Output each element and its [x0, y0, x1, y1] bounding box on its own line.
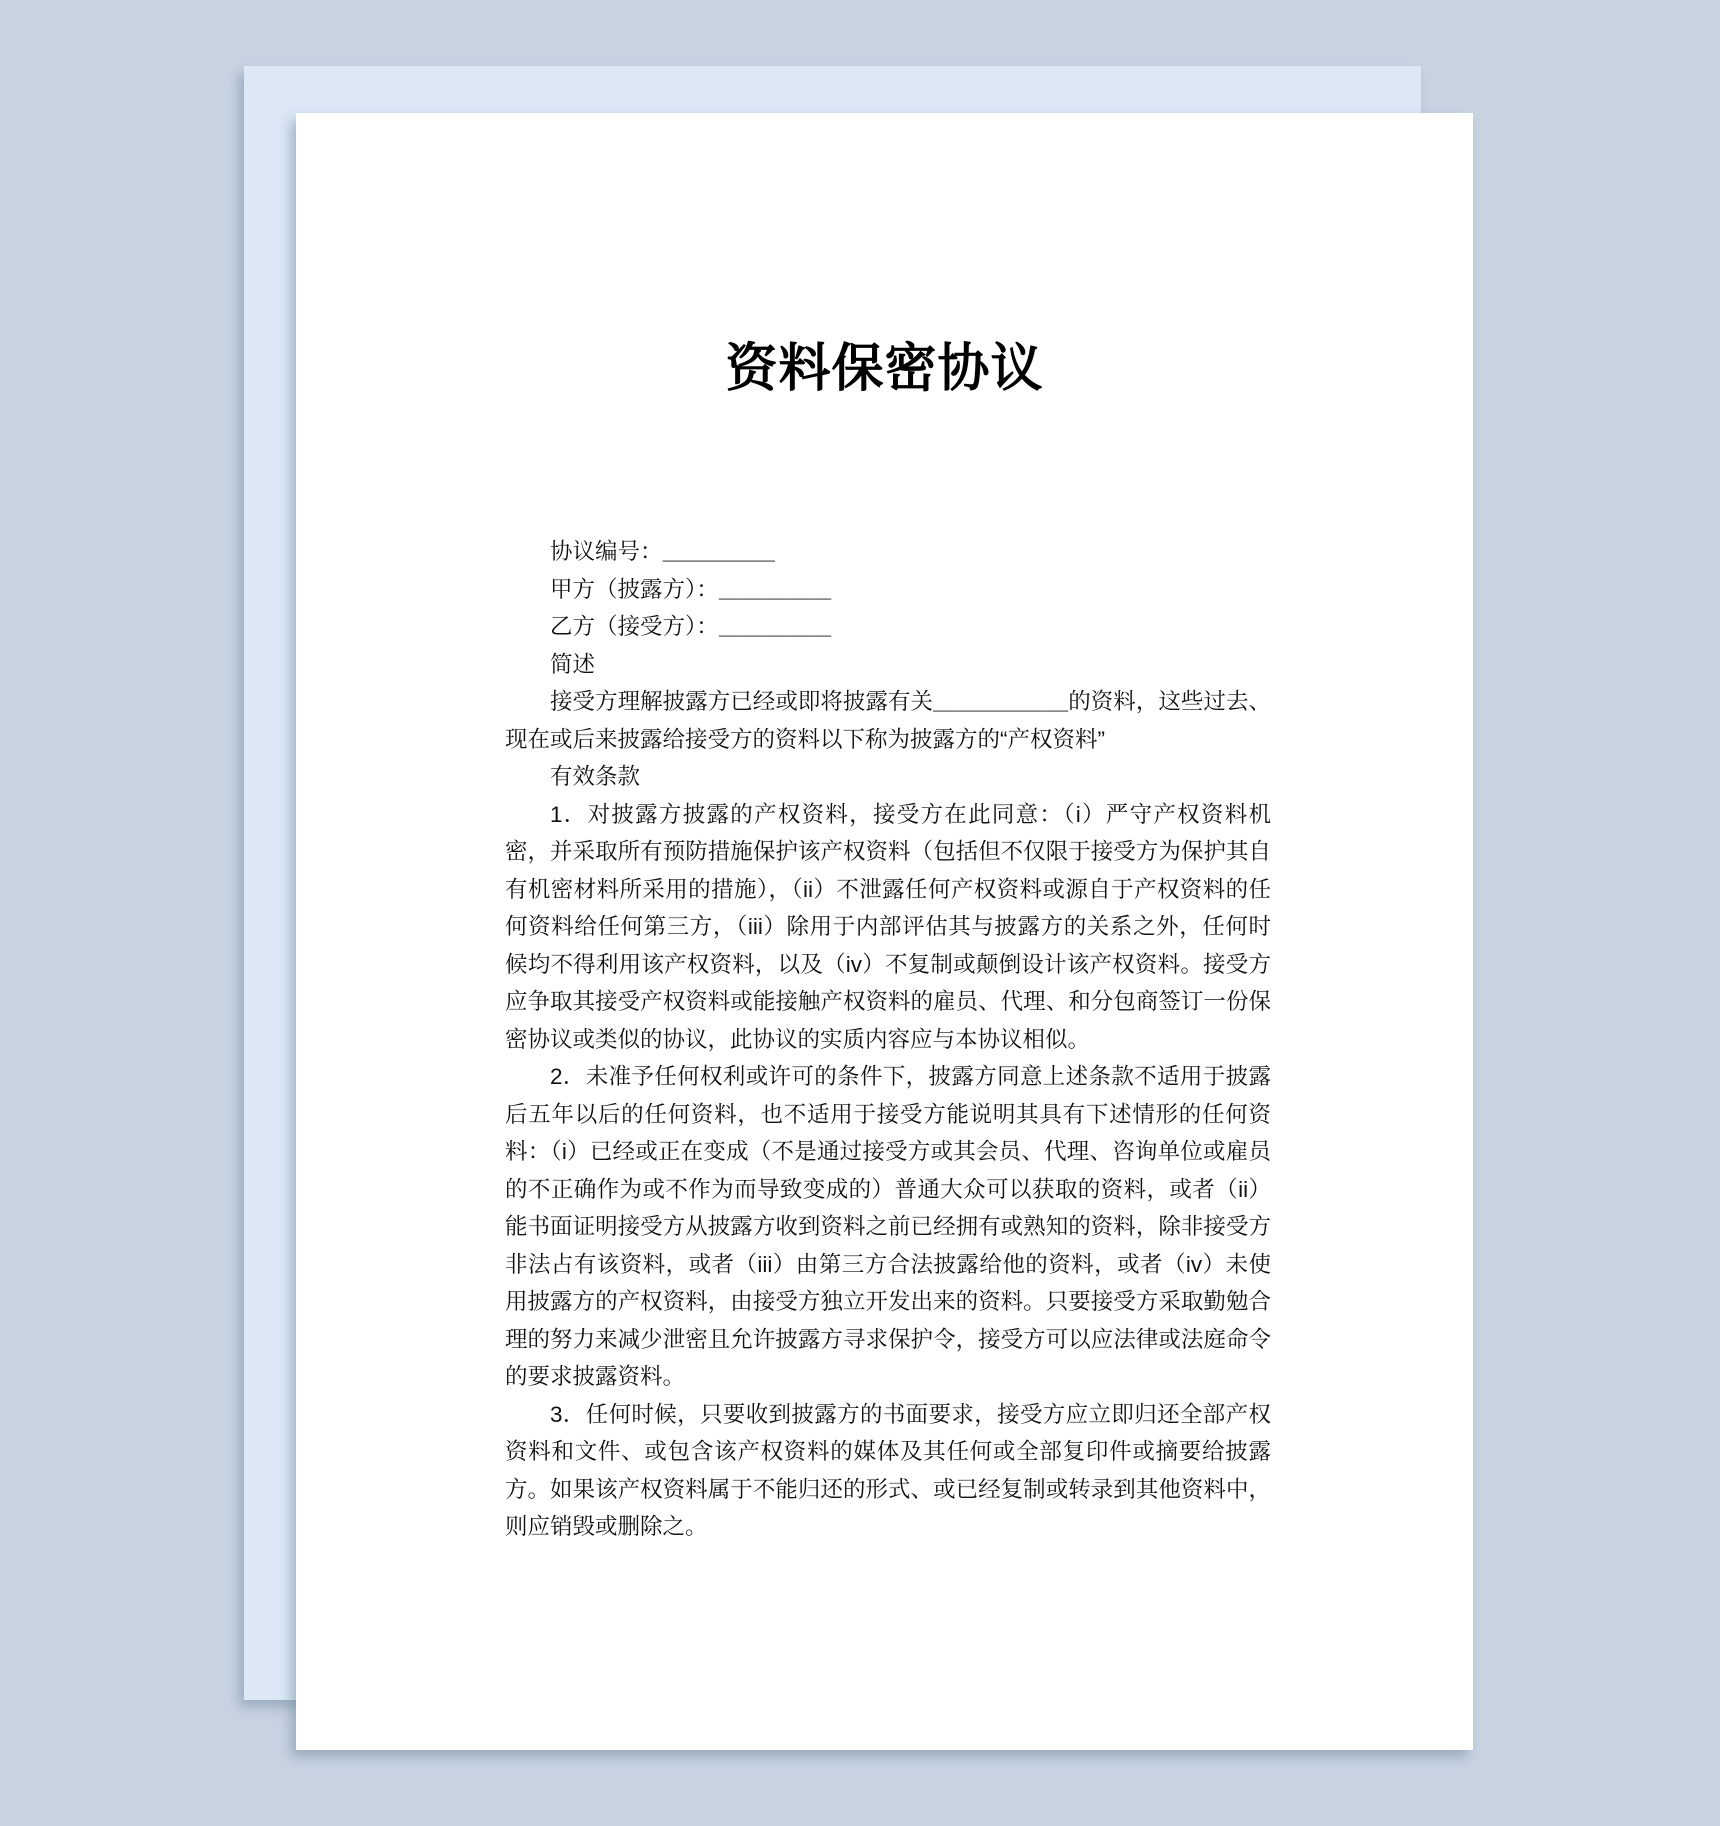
section-label-effective-terms: 有效条款 — [550, 764, 641, 789]
field-agreement-number: 协议编号：＿＿＿＿＿ — [550, 539, 776, 564]
paragraph-intro: 接受方理解披露方已经或即将披露有关＿＿＿＿＿＿的资料，这些过去、现在或后来披露给接受方的资料以下称为披露方的“产权资料” — [505, 689, 1271, 752]
paragraph-clause-3: 3．任何时候，只要收到披露方的书面要求，接受方应立即归还全部产权资料和文件、或包含该产权资料的媒体及其任何或全部复印件或摘要给披露方。如果该产权资料属于不能归还的形式、或已经复制或转录到其他资料中，则应销毁或删除之。 — [505, 1401, 1271, 1539]
field-party-b-recipient: 乙方（接受方）：＿＿＿＿＿ — [550, 614, 832, 639]
field-party-a-discloser: 甲方（披露方）：＿＿＿＿＿ — [550, 576, 832, 602]
paragraph-clause-2: 2．未准予任何权利或许可的条件下，披露方同意上述条款不适用于披露后五年以后的任何资料，也不适用于接受方能说明其具有下述情形的任何资料：（i）已经或正在变成（不是通过接受方或其会员、代理、咨询单位或雇员的不正确作为或不作为而导致变成的）普通大众可以获取的资料，或者（ii）能书面证明接受方从披露方收到资料之前已经拥有或熟知的资料，除非接受方非法占有该资料，或者（iii）由第三方合法披露给他的资料，或者（iv）未使用披露方的产权资料，由接受方独立开发出来的资料。只要接受方采取勤勉合理的努力来减少泄密且允许披露方寻求保护令，接受方可以应法律或法庭命令的要求披露资料。 — [505, 1064, 1271, 1389]
section-label-summary: 简述 — [550, 651, 596, 677]
document-body — [505, 533, 1271, 1546]
paragraph-clause-1: 1．对披露方披露的产权资料，接受方在此同意：（i）严守产权资料机密，并采取所有预防措施保护该产权资料（包括但不仅限于接受方为保护其自有机密材料所采用的措施），（ii）不泄露任何产权资料或源自于产权资料的任何资料给任何第三方，（iii）除用于内部评估其与披露方的关系之外，任何时候均不得利用该产权资料，以及（iv）不复制或颠倒设计该产权资料。接受方应争取其接受产权资料或能接触产权资料的雇员、代理、和分包商签订一份保密协议或类似的协议，此协议的实质内容应与本协议相似。 — [505, 801, 1271, 1052]
document-title: 资料保密协议 — [725, 340, 1044, 398]
document-page — [296, 113, 1473, 1750]
